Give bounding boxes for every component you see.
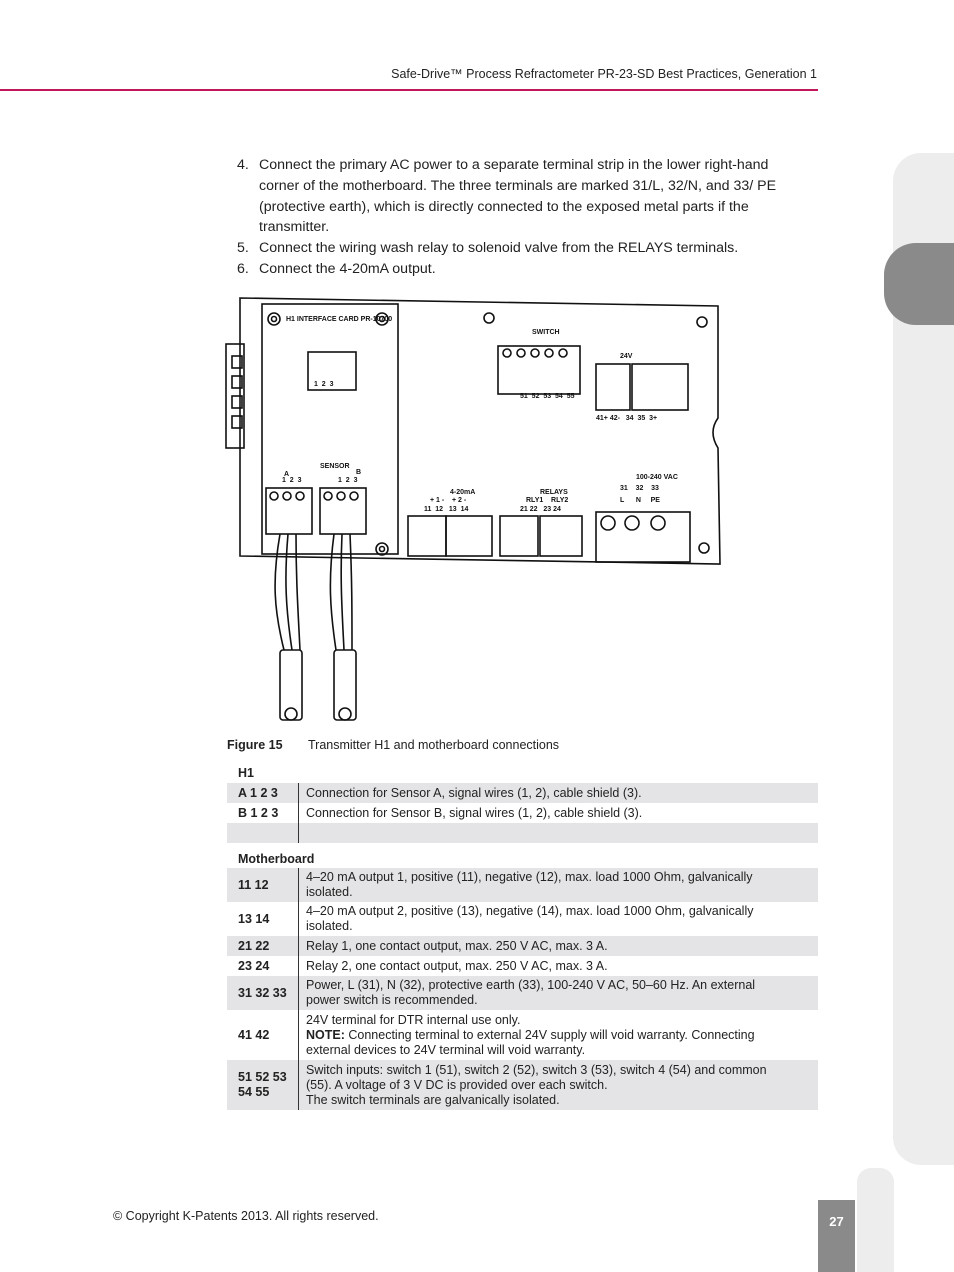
sensor-b-cable bbox=[330, 534, 352, 650]
step-6 bbox=[237, 259, 797, 280]
pin-cell: 41 42 bbox=[227, 1010, 299, 1060]
desc-cell: Relay 2, one contact output, max. 250 V AC, max. 3 A. bbox=[306, 958, 608, 973]
desc-cell: Relay 1, one contact output, max. 250 V AC, max. 3 A. bbox=[306, 938, 608, 953]
h1-heading-row bbox=[227, 763, 818, 783]
pin-line: 51 52 53 bbox=[238, 1070, 287, 1084]
jumper-pins: 1 2 3 bbox=[314, 381, 334, 388]
table-row bbox=[227, 783, 818, 803]
ma-pins: 11 12 13 14 bbox=[424, 506, 469, 513]
pin-cell: 23 24 bbox=[227, 956, 299, 976]
desc-cell: Connection for Sensor B, signal wires (1, 2), cable shield (3). bbox=[306, 805, 643, 820]
ma-signs: + 1 - + 2 - bbox=[430, 497, 467, 504]
power-terminal bbox=[596, 512, 690, 562]
table-row bbox=[227, 976, 818, 1010]
pin-cell: 11 12 bbox=[227, 868, 299, 902]
24v-pins: 41+ 42- 34 35 3+ bbox=[596, 415, 658, 422]
sensor-a-pins: 1 2 3 bbox=[282, 477, 302, 484]
relay-names: RLY1 RLY2 bbox=[526, 497, 569, 504]
table-row bbox=[227, 868, 818, 902]
table-spacer-row bbox=[227, 823, 818, 843]
side-tab-active bbox=[884, 243, 954, 325]
desc-cell: 4–20 mA output 1, positive (11), negative (12), max. load 1000 Ohm, galvanically isolated. bbox=[306, 870, 753, 899]
sensor-b-letter: B bbox=[356, 469, 362, 476]
pin-cell bbox=[227, 1060, 299, 1110]
step-number: 6. bbox=[237, 260, 249, 277]
desc-cell bbox=[299, 1010, 818, 1060]
pin-cell: B 1 2 3 bbox=[227, 803, 299, 823]
table-row bbox=[227, 1010, 818, 1060]
sensor-label: SENSOR bbox=[320, 463, 350, 470]
h1-heading: H1 bbox=[238, 766, 254, 780]
pin-cell: 13 14 bbox=[227, 902, 299, 936]
desc-cell bbox=[299, 1060, 818, 1110]
relay-terminal-1 bbox=[500, 516, 538, 556]
page-tab-strip bbox=[857, 1168, 894, 1272]
relay-pins: 21 22 23 24 bbox=[520, 506, 561, 513]
desc-cell: 4–20 mA output 2, positive (13), negative (14), max. load 1000 Ohm, galvanically isolated. bbox=[306, 904, 754, 933]
note-text: Connecting terminal to external 24V supply will void warranty. Connecting external devices to 24V terminal will void warranty. bbox=[306, 1027, 755, 1057]
switch-pins: 51 52 53 54 55 bbox=[520, 393, 575, 400]
header-rule bbox=[0, 89, 818, 91]
sensor-a-cable bbox=[275, 534, 300, 650]
desc-note bbox=[306, 1028, 788, 1058]
pin-cell: 21 22 bbox=[227, 936, 299, 956]
desc-line: 24V terminal for DTR internal use only. bbox=[306, 1012, 521, 1027]
switch-label: SWITCH bbox=[532, 329, 560, 336]
table-row bbox=[227, 956, 818, 976]
desc-line: Switch inputs: switch 1 (51), switch 2 (52), switch 3 (53), switch 4 (54) and common (55). A voltage of 3 V DC is provided over each switch. bbox=[306, 1062, 767, 1092]
copyright-notice: © Copyright K-Patents 2013. All rights reserved. bbox=[113, 1209, 379, 1223]
step-4 bbox=[237, 155, 797, 238]
table-row bbox=[227, 902, 818, 936]
vac-label: 100-240 VAC bbox=[636, 474, 678, 481]
24v-terminal-a bbox=[596, 364, 630, 410]
figure-title: Transmitter H1 and motherboard connections bbox=[308, 738, 560, 752]
relays-label: RELAYS bbox=[540, 489, 568, 496]
ma-label: 4-20mA bbox=[450, 489, 476, 496]
connections-table bbox=[227, 763, 818, 1110]
desc-cell: Power, L (31), N (32), protective earth (33), 100-240 V AC, 50–60 Hz. An external power switch is recommended. bbox=[306, 978, 756, 1007]
step-text: Connect the wiring wash relay to solenoid valve from the RELAYS terminals. bbox=[259, 240, 739, 257]
desc-cell: Connection for Sensor A, signal wires (1, 2), cable shield (3). bbox=[306, 785, 642, 800]
figure-number: Figure 15 bbox=[227, 738, 283, 752]
pin-cell: 31 32 33 bbox=[227, 976, 299, 1010]
page-number-box bbox=[818, 1200, 855, 1272]
card-title-label: H1 INTERFACE CARD PR-10700 bbox=[286, 316, 393, 323]
24v-label: 24V bbox=[620, 353, 633, 360]
24v-terminal-b bbox=[632, 364, 688, 410]
wiring-diagram-figure bbox=[222, 290, 727, 730]
sensor-b-terminal bbox=[320, 488, 366, 534]
relay-terminal-2 bbox=[540, 516, 582, 556]
h1-card-outline bbox=[262, 304, 398, 554]
step-text: Connect the primary AC power to a separate terminal strip in the lower right-hand corner of the motherboard. The three terminals are marked 31/L, 32/N, and 33/ PE (protective earth), which is directly connected to the exposed metal parts if the transmitter. bbox=[259, 157, 777, 236]
instruction-steps bbox=[237, 155, 797, 280]
step-number: 4. bbox=[237, 157, 249, 173]
pin-cell: A 1 2 3 bbox=[227, 783, 299, 803]
running-header: Safe-Drive™ Process Refractometer PR-23-SD Best Practices, Generation 1 bbox=[391, 67, 817, 81]
ma-terminal-2 bbox=[446, 516, 492, 556]
note-label: NOTE: bbox=[306, 1027, 345, 1042]
vac-pins: 31 32 33 bbox=[620, 485, 659, 492]
step-number: 5. bbox=[237, 240, 249, 257]
step-text: Connect the 4-20mA output. bbox=[259, 260, 436, 277]
ma-terminal-1 bbox=[408, 516, 446, 556]
table-row bbox=[227, 1060, 818, 1110]
sensor-a-letter: A bbox=[284, 471, 290, 478]
motherboard-heading: Motherboard bbox=[238, 851, 315, 866]
sensor-b-pins: 1 2 3 bbox=[338, 477, 358, 484]
figure-caption bbox=[227, 738, 559, 752]
page-number: 27 bbox=[829, 1214, 844, 1229]
table-row bbox=[227, 803, 818, 823]
step-5 bbox=[237, 238, 797, 259]
desc-line: The switch terminals are galvanically isolated. bbox=[306, 1092, 560, 1107]
vac-names: L N PE bbox=[620, 497, 660, 504]
table-row bbox=[227, 936, 818, 956]
pin-line: 54 55 bbox=[238, 1085, 270, 1099]
sensor-a-terminal bbox=[266, 488, 312, 534]
motherboard-heading-row bbox=[227, 843, 818, 868]
